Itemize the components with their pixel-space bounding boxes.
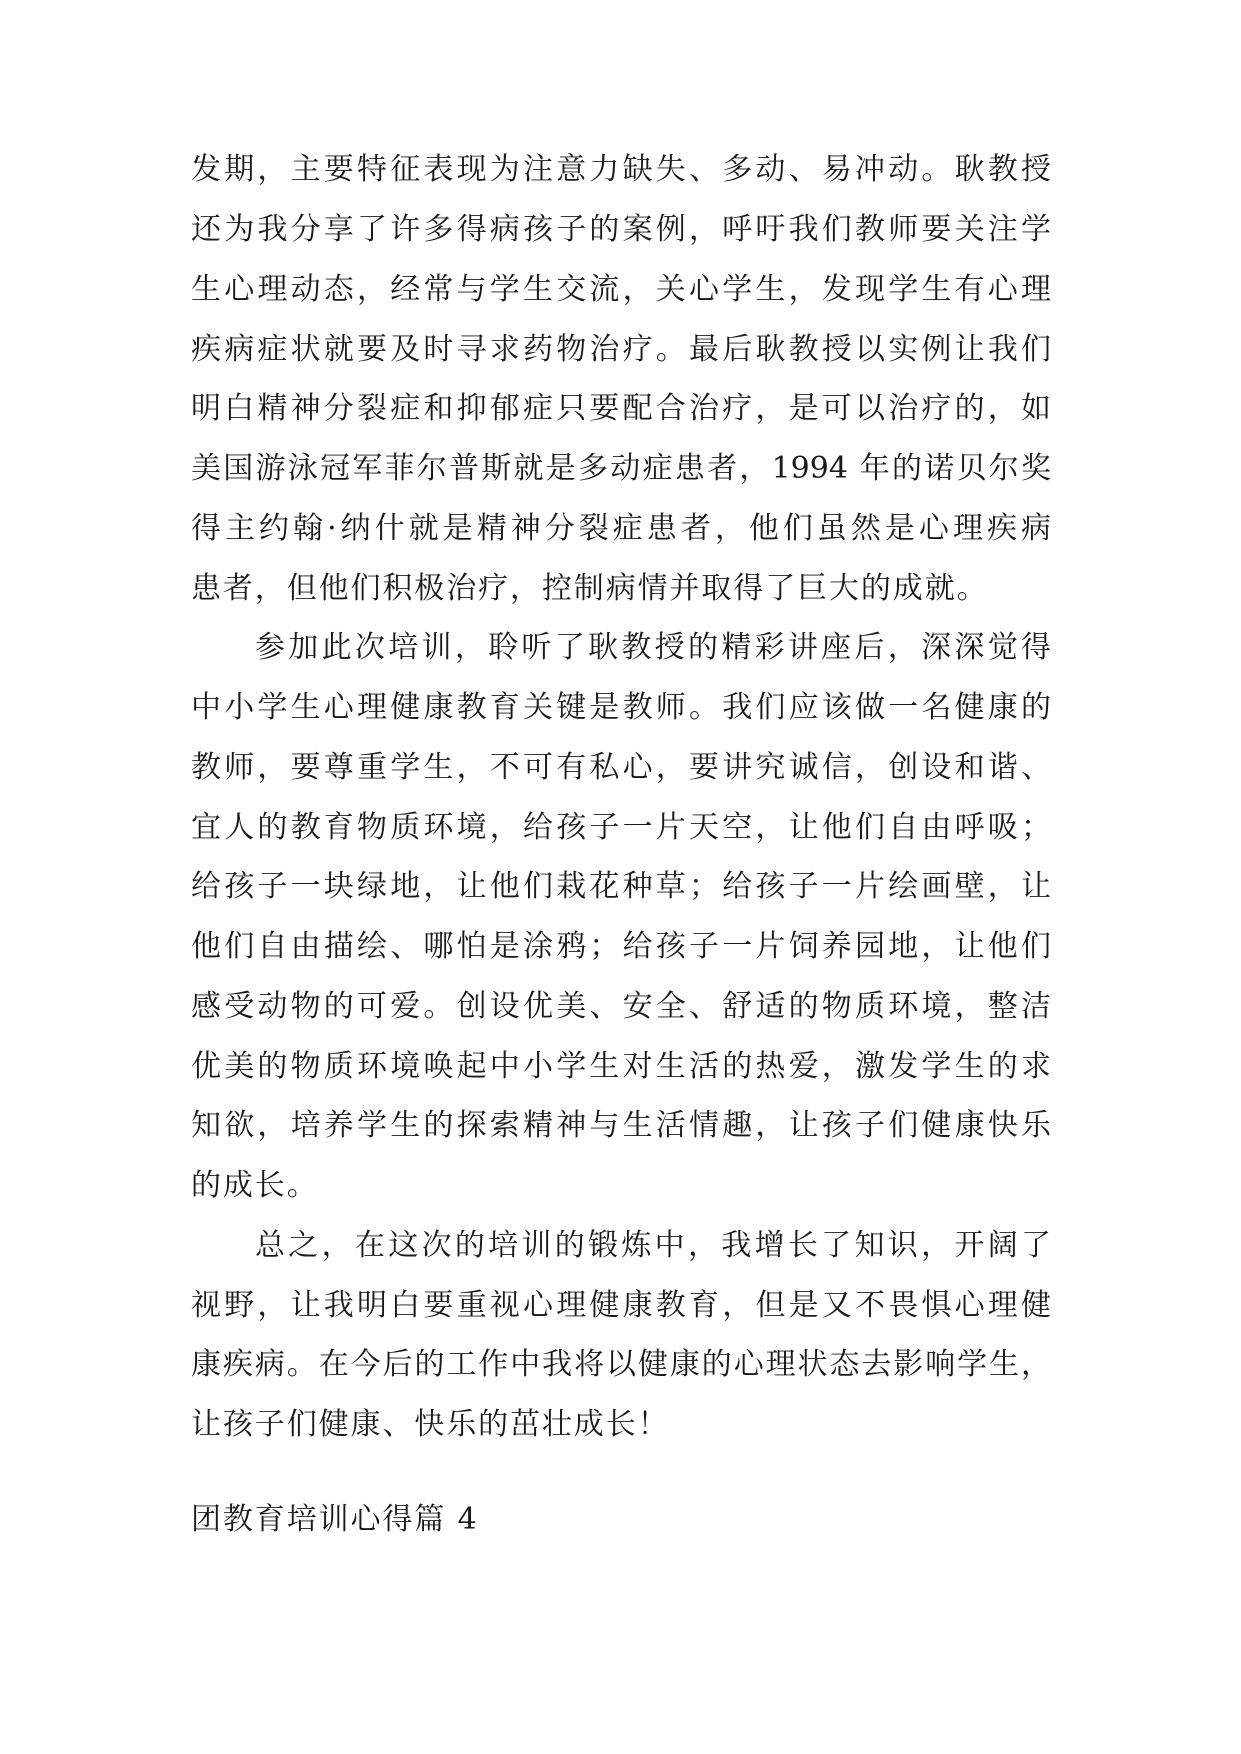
text-line: 优美的物质环境唤起中小学生对生活的热爱，激发学生的求 (191, 1049, 1051, 1084)
text-line: 他们自由描绘、哪怕是涂鸦；给孩子一片饲养园地，让他们 (191, 929, 1051, 964)
text-line: 美国游泳冠军菲尔普斯就是多动症患者，1994 年的诺贝尔奖 (191, 451, 1051, 486)
text-line: 宜人的教育物质环境，给孩子一片天空，让他们自由呼吸； (191, 810, 1051, 845)
text-line: 中小学生心理健康教育关键是教师。我们应该做一名健康的 (191, 690, 1051, 725)
text-line: 发期，主要特征表现为注意力缺失、多动、易冲动。耿教授 (191, 152, 1051, 187)
text-line: 给孩子一块绿地，让他们栽花种草；给孩子一片绘画壁，让 (191, 869, 1051, 904)
text-line: 患者，但他们积极治疗，控制病情并取得了巨大的成就。 (191, 571, 989, 606)
text-line: 疾病症状就要及时寻求药物治疗。最后耿教授以实例让我们 (191, 332, 1051, 367)
text-line: 明白精神分裂症和抑郁症只要配合治疗，是可以治疗的，如 (191, 391, 1051, 426)
section-heading: 团教育培训心得篇 4 (191, 1502, 479, 1537)
text-line: 生心理动态，经常与学生交流，关心学生，发现学生有心理 (191, 272, 1051, 307)
text-line: 还为我分享了许多得病孩子的案例，呼吁我们教师要关注学 (191, 212, 1051, 247)
text-line: 得主约翰·纳什就是精神分裂症患者，他们虽然是心理疾病 (191, 511, 1051, 546)
text-line: 参加此次培训，聆听了耿教授的精彩讲座后，深深觉得 (255, 630, 1051, 665)
text-line: 感受动物的可爱。创设优美、安全、舒适的物质环境，整洁 (191, 989, 1051, 1024)
text-line: 视野，让我明白要重视心理健康教育，但是又不畏惧心理健 (191, 1288, 1051, 1323)
text-line: 让孩子们健康、快乐的茁壮成长！ (191, 1407, 670, 1442)
text-line: 总之，在这次的培训的锻炼中，我增长了知识，开阔了 (255, 1228, 1051, 1263)
text-line: 知欲，培养学生的探索精神与生活情趣，让孩子们健康快乐 (191, 1108, 1051, 1143)
text-line: 教师，要尊重学生，不可有私心，要讲究诚信，创设和谐、 (191, 750, 1051, 785)
text-line: 的成长。 (191, 1168, 319, 1203)
text-line: 康疾病。在今后的工作中我将以健康的心理状态去影响学生， (191, 1347, 1051, 1382)
